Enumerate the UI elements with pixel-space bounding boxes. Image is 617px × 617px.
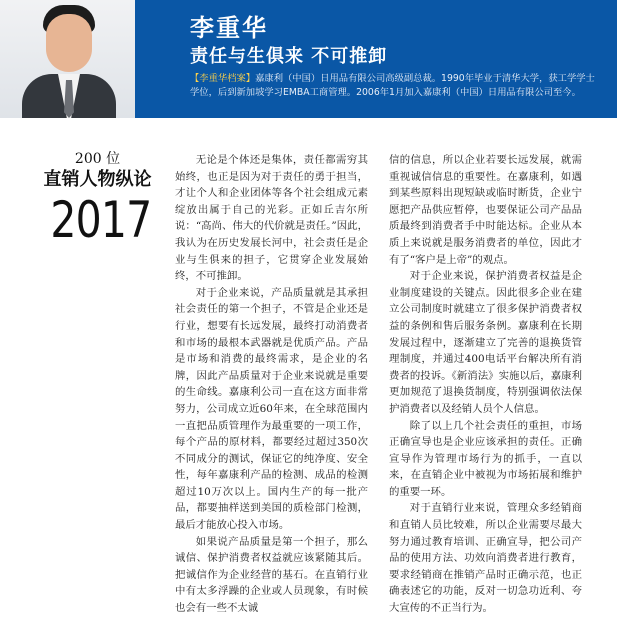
section-name: 直销人物纵论 [43, 169, 152, 190]
paragraph: 信的信息，所以企业若要长远发展，就需重视诚信信息的重要性。在嘉康利，如遇到某些原料出现短缺或临时断货，企业宁愿把产品供应暂停，也要保证公司产品品质最终到消费者手中时能达标。企业从本质上来说就是服务消费者的单位，因此才有了“客户是上帝”的观点。 [389, 154, 582, 266]
paragraph: 对于企业来说，产品质量就是其承担社会责任的第一个担子，不管是企业还是行业，想要有长远发展，最终打动消费者和市场的最根本武器就是优质产品。产品是市场和消费的最终需求，是企业的名牌，因此产品质量对于企业来说就是重要的生命线。嘉康利公司一直在这方面非常努力，公司成立近60年来，在全球范围内一直把品质管理作为最重要的一项工作，每个产品的原材料，都要经过超过350次不同成分的测试，保证它的纯净度、安全性，每年嘉康利产品的检测、成品的检测超过10万次以上。国内生产的每一批产品，都要抽样送到美国的质检部门检测，最后才能放心投入市场。 [175, 286, 368, 532]
paragraph: 如果说产品质量是第一个担子，那么诚信、保护消费者权益就应该紧随其后。把诚信作为企业经营的基石。在直销行业中有太多浮躁的企业或人员现象，有时候也会有一些不太诚 [175, 535, 368, 615]
article-column-right [389, 152, 582, 617]
paragraph: 无论是个体还是集体，责任都需穷其始终，也正是因为对于责任的勇于担当，才让个人和企业团体等各个社会组成元素绽放出属于自己的光彩。正如丘吉尔所说：“高尚、伟大的代价就是责任。”因此，我认为在历史发展长河中，社会责任是企业与生俱来的担子，它贯穿企业发展始终，不可推卸。 [175, 154, 368, 283]
bio-label: 【李重华档案】 [190, 73, 256, 84]
header-banner [0, 0, 617, 118]
person-name: 李重华 [190, 14, 268, 42]
portrait-photo [0, 0, 135, 118]
section-year: 2017 [50, 191, 152, 249]
article-column-left [175, 152, 368, 617]
paragraph: 对于企业来说，保护消费者权益是企业制度建设的关键点。因此很多企业在建立公司制度时就建立了很多保护消费者权益的条例和售后服务条例。嘉康利在长期发展过程中，逐渐建立了完善的退换货管理制度，并通过400电话平台解决所有消费者的投诉。《新消法》实施以后，嘉康利更加规范了退换货制度，特别强调依法保护消费者以及经销人员个人信息。 [389, 270, 582, 415]
section-title [40, 150, 155, 248]
section-count: 200 位 [74, 151, 121, 167]
profile-bio [190, 72, 600, 100]
article-subtitle: 责任与生俱来 不可推卸 [190, 46, 388, 67]
paragraph: 除了以上几个社会责任的重担，市场正确宣导也是企业应该承担的责任。正确宣导作为管理市场行为的抓手，一直以来，在直销企业中被视为市场拓展和维护的重要一环。 [389, 419, 582, 498]
bio-text: 嘉康利（中国）日用品有限公司高级副总裁。1990年毕业于清华大学，获工学学士学位，后到新加坡学习EMBA工商管理。2006年1月加入嘉康利（中国）日用品有限公司至今。 [190, 73, 595, 98]
paragraph: 对于直销行业来说，管理众多经销商和直销人员比较难，所以企业需要尽最大努力通过教育培训、正确宣导，把公司产品的使用方法、功效向消费者进行教育，要求经销商在推销产品时正确示范，也正确表述它的功能，反对一切急功近利、夸大宣传的不正当行为。 [389, 502, 582, 615]
